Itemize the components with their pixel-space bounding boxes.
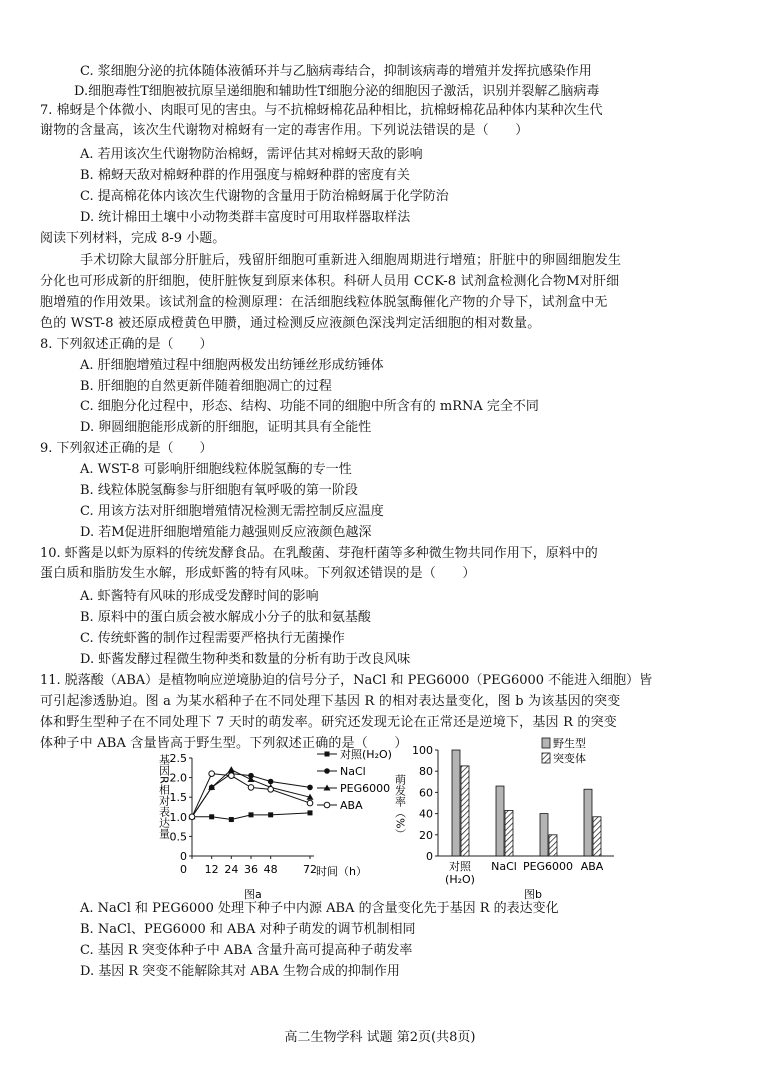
figure-a-point	[307, 800, 313, 806]
figure-a-y-tick-label: 2.5	[169, 752, 187, 765]
figure-a-xlabel: 时间（h）	[316, 865, 367, 878]
q7-stem-line2: 谢物的含量高，该次生代谢物对棉蚜有一定的毒害作用。下列说法错误的是（ ）	[40, 123, 529, 138]
q8-option-d: D. 卵圆细胞能形成新的肝细胞，证明其具有全能性	[80, 420, 372, 435]
figure-a-y-tick-label: 1.5	[169, 791, 187, 805]
q8-option-b: B. 肝细胞的自然更新伴随着细胞凋亡的过程	[80, 379, 332, 394]
reading-intro: 阅读下列材料，完成 8-9 小题。	[40, 231, 226, 246]
figure-b-category-label: 对照	[449, 860, 471, 873]
figure-a-x-tick-label: 36	[244, 863, 258, 876]
figure-a-point	[268, 812, 273, 817]
figure-b-bar-0	[584, 789, 592, 856]
figure-a-legend-label: ABA	[340, 799, 363, 812]
q10-option-d: D. 虾酱发酵过程微生物种类和数量的分析有助于改良风味	[80, 652, 411, 667]
q6-option-c: C. 浆细胞分泌的抗体随体液循环并与乙脑病毒结合，抑制该病毒的增殖并发挥抗感染作用	[80, 64, 592, 79]
page-footer: 高二生物学科 试题 第2页(共8页)	[284, 1030, 476, 1045]
figure-b-bar-1	[549, 835, 557, 856]
figure-a-x-tick-label: 0	[180, 863, 187, 876]
q9-option-b: B. 线粒体脱氢酶参与肝细胞有氧呼吸的第一阶段	[80, 483, 358, 498]
figure-a-y-tick-label: 0.5	[169, 830, 187, 844]
figure-a-legend-marker	[324, 768, 330, 774]
q7-option-a: A. 若用该次生代谢物防治棉蚜，需评估其对棉蚜天敌的影响	[80, 147, 423, 162]
material-line4: 色的 WST-8 被还原成橙黄色甲臜，通过检测反应液颜色深浅判定活细胞的相对数量。	[40, 316, 541, 331]
q9-option-c: C. 用该方法对肝细胞增殖情况检测无需控制反应温度	[80, 504, 384, 519]
figure-b-category-label: ABA	[580, 860, 604, 873]
figure-a-x-tick-label: 72	[303, 863, 317, 876]
figure-a-x-tick-label: 12	[204, 863, 219, 876]
figure-a-point	[228, 766, 235, 772]
q9-option-a: A. WST-8 可影响肝细胞线粒体脱氢酶的专一性	[80, 462, 352, 477]
q7-option-c: C. 提高棉花体内该次生代谢物的含量用于防治棉蚜属于化学防治	[80, 189, 449, 204]
figure-b-category-label-sub: (H₂O)	[445, 873, 475, 886]
figure-b-legend-swatch	[542, 753, 550, 763]
figure-b-y-tick-label: 20	[419, 828, 433, 842]
figure-b-y-tick-label: 40	[419, 807, 433, 821]
q9-stem: 9. 下列叙述正确的是（ ）	[40, 441, 213, 456]
q10-stem-line1: 10. 虾酱是以虾为原料的传统发酵食品。在乳酸菌、芽孢杆菌等多种微生物共同作用下，原料中的	[40, 546, 598, 561]
figure-a-point	[268, 787, 274, 793]
figure-a-legend-label: 对照(H₂O)	[340, 748, 392, 761]
figure-a-line-chart	[157, 742, 410, 904]
q11-option-d: D. 基因 R 突变不能解除其对 ABA 生物合成的抑制作用	[80, 964, 400, 979]
q8-stem: 8. 下列叙述正确的是（ ）	[40, 337, 213, 352]
q11-option-c: C. 基因 R 突变体种子中 ABA 含量升高可提高种子萌发率	[80, 943, 413, 958]
figure-b-legend-swatch	[542, 738, 550, 748]
figure-a-legend-label: PEG6000	[340, 782, 391, 795]
q7-option-d: D. 统计棉田土壤中小动物类群丰富度时可用取样器取样法	[80, 210, 411, 225]
q10-option-a: A. 虾酱特有风味的形成受发酵时间的影响	[80, 589, 319, 604]
figure-b-category-label: NaCl	[491, 860, 517, 873]
figure-a-point	[189, 814, 195, 820]
figure-a-x-tick-label: 24	[224, 863, 239, 876]
q11-option-b: B. NaCl、PEG6000 和 ABA 对种子萌发的调节机制相同	[80, 922, 416, 937]
figure-a-point	[307, 785, 313, 791]
figure-b-bar-1	[461, 766, 469, 856]
q10-option-b: B. 原料中的蛋白质会被水解成小分子的肽和氨基酸	[80, 610, 371, 625]
figure-b-caption: 图b	[524, 888, 542, 901]
figure-a-ylabel: 基因R相对表达量	[157, 754, 171, 839]
figure-a-point	[249, 812, 254, 817]
figure-a-x-tick-label: 48	[263, 863, 278, 876]
q8-option-a: A. 肝细胞增殖过程中细胞两极发出纺锤丝形成纺锤体	[80, 358, 384, 373]
q10-option-c: C. 传统虾酱的制作过程需要严格执行无菌操作	[80, 631, 345, 646]
q6-option-d: D.细胞毒性T细胞被抗原呈递细胞和辅助性T细胞分泌的细胞因子激活，识别并裂解乙脑病毒	[74, 84, 600, 99]
q10-stem-line2: 蛋白质和脂肪发生水解，形成虾酱的特有风味。下列叙述错误的是（ ）	[40, 566, 476, 581]
figure-a-caption: 图a	[244, 888, 262, 901]
material-line2: 分化也可形成新的肝细胞，使肝脏恢复到原来体积。科研人员用 CCK-8 试剂盒检测化合物M对肝细	[40, 274, 620, 289]
figure-b-legend-label: 野生型	[553, 737, 586, 750]
figure-b-bar-0	[496, 786, 504, 856]
figure-b-bar-1	[505, 810, 513, 856]
figure-b-y-tick-label: 80	[419, 765, 433, 779]
figure-a-point	[209, 771, 215, 777]
material-line1: 手术切除大鼠部分肝脏后，残留肝细胞可重新进入细胞周期进行增殖；肝脏中的卵圆细胞发生	[80, 253, 622, 268]
figure-b-bar-1	[593, 817, 601, 856]
figure-a-point	[308, 810, 313, 815]
figure-b-y-tick-label: 0	[426, 850, 433, 863]
q11-stem-line4: 体种子中 ABA 含量皆高于野生型。下列叙述正确的是（ ）	[40, 736, 408, 751]
q7-option-b: B. 棉蚜天敌对棉蚜种群的作用强度与棉蚜种群的密度有关	[80, 168, 410, 183]
figure-b-ylabel: 萌发率（%）	[393, 774, 407, 840]
figure-a-legend-marker	[324, 802, 330, 808]
q11-stem-line2: 可引起渗透胁迫。图 a 为某水稻种子在不同处理下基因 R 的相对表达量变化，图 b 为该基因的突变	[40, 694, 621, 709]
figure-a-y-tick-label: 0	[180, 850, 187, 863]
q8-option-c: C. 细胞分化过程中，形态、结构、功能不同的细胞中所含有的 mRNA 完全不同	[80, 399, 539, 414]
figure-a-point	[229, 817, 234, 822]
figure-a-legend-label: NaCl	[340, 765, 366, 778]
q11-option-a: A. NaCl 和 PEG6000 处理下种子中内源 ABA 的含量变化先于基因 R 的表达变化	[80, 901, 559, 916]
figure-a-point	[268, 779, 274, 785]
q9-option-d: D. 若M促进肝细胞增殖能力越强则反应液颜色越深	[80, 525, 372, 540]
figure-a-y-tick-label: 2.0	[169, 771, 187, 785]
figure-a-legend-marker	[325, 752, 330, 757]
figure-a-point	[248, 785, 254, 791]
q11-stem-line1: 11. 脱落酸（ABA）是植物响应逆境胁迫的信号分子，NaCl 和 PEG6000（PEG6000 不能进入细胞）皆	[40, 673, 653, 688]
figure-b-y-tick-label: 100	[412, 744, 433, 757]
figure-b-legend-label: 突变体	[553, 752, 586, 765]
figure-a-point	[229, 773, 235, 779]
q11-stem-line3: 体和野生型种子在不同处理下 7 天时的萌发率。研究还发现无论在正常还是逆境下，基因 R 的突变	[40, 715, 617, 730]
figure-a-point	[209, 814, 214, 819]
material-line3: 胞增殖的作用效果。该试剂盒的检测原理：在活细胞线粒体脱氢酶催化产物的介导下，试剂盒中无	[40, 295, 608, 310]
q7-stem-line1: 7. 棉蚜是个体微小、肉眼可见的害虫。与不抗棉蚜棉花品种相比，抗棉蚜棉花品种体内某种次生代	[40, 103, 603, 118]
figure-a-y-tick-label: 1.0	[169, 810, 187, 824]
figure-b-bar-chart	[392, 734, 627, 904]
figure-b-y-tick-label: 60	[419, 786, 433, 800]
figure-b-bar-0	[452, 750, 460, 856]
figure-b-category-label: PEG6000	[522, 860, 574, 873]
figure-b-bar-0	[540, 814, 548, 856]
